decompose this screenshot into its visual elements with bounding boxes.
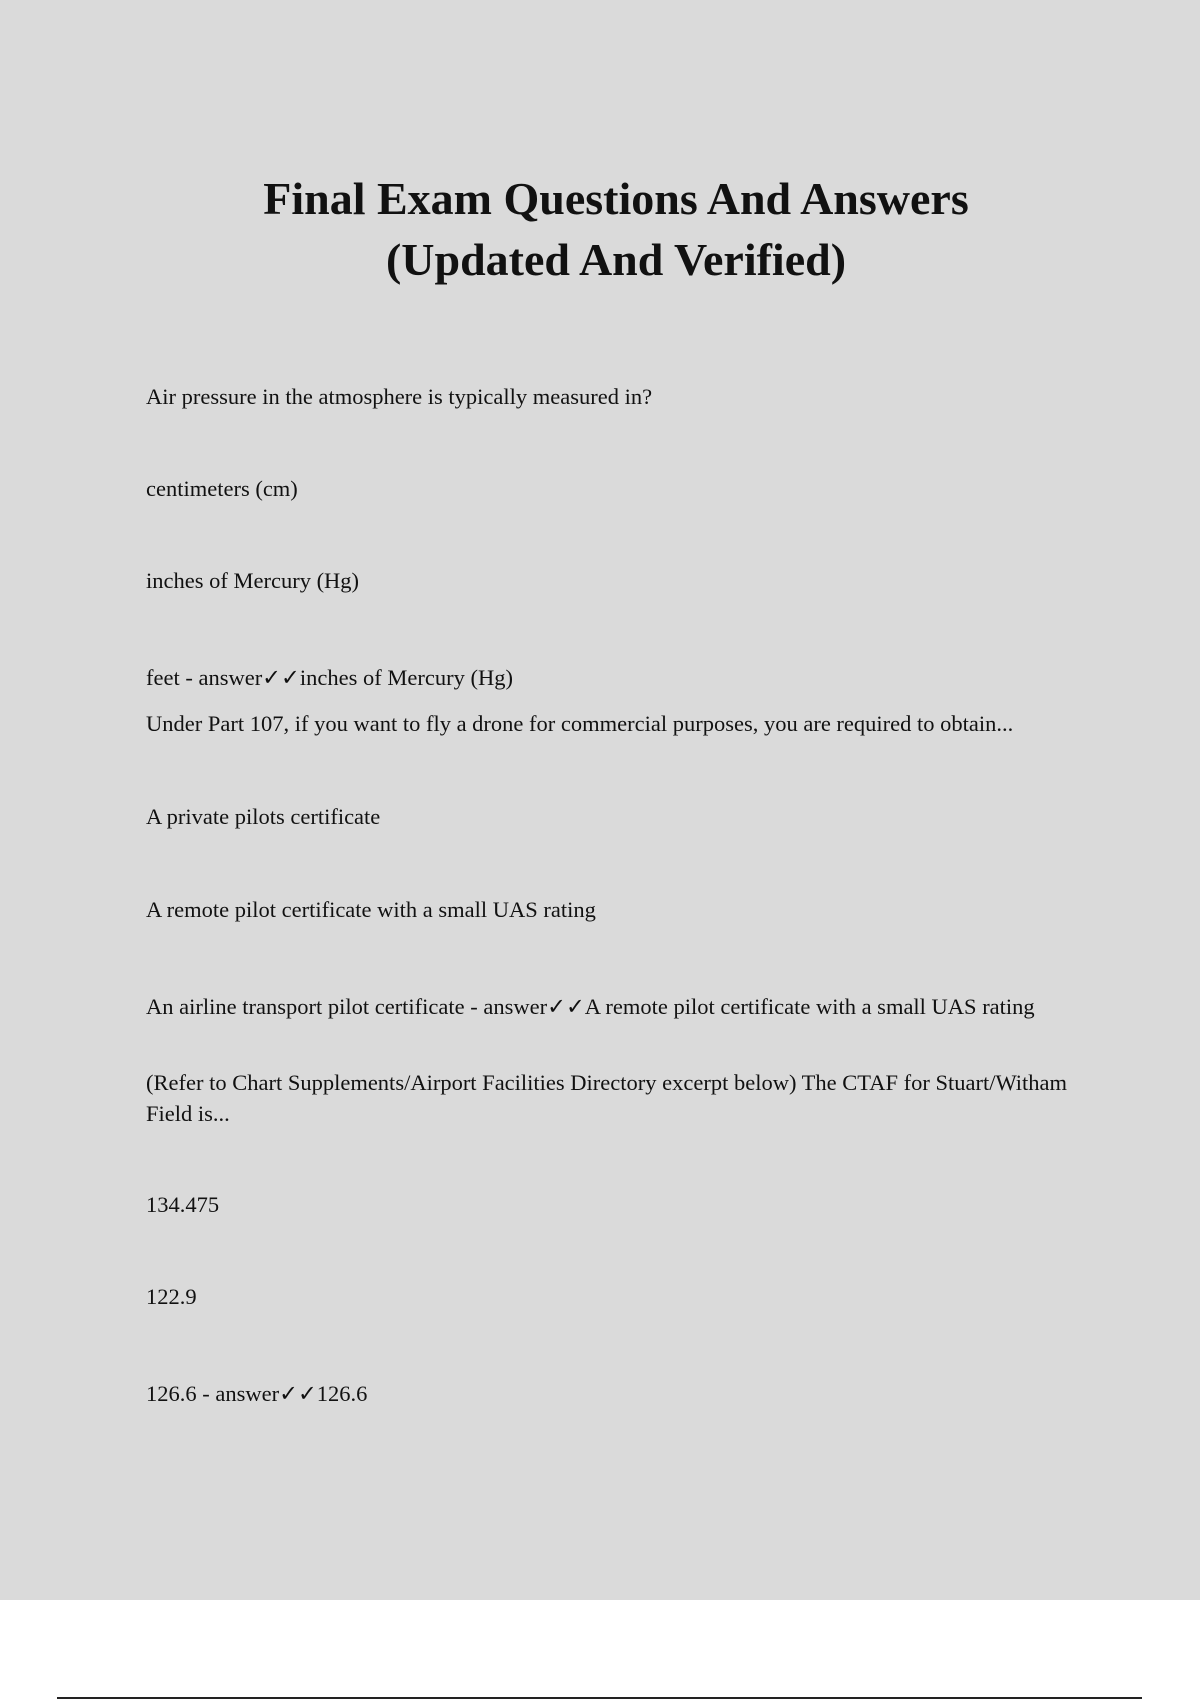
question-1-text: Air pressure in the atmosphere is typically measured in? (146, 384, 653, 409)
question-3-text: (Refer to Chart Supplements/Airport Facilities Directory excerpt below) The CTAF for Stuart/Witham Field is... (146, 1070, 1068, 1126)
question-1-option-3-answer: feet - answer✓✓inches of Mercury (Hg) (146, 665, 513, 690)
question-2-option-1: A private pilots certificate (146, 804, 381, 829)
question-1-option-2: inches of Mercury (Hg) (146, 568, 360, 593)
question-2-text: Under Part 107, if you want to fly a drone for commercial purposes, you are required to obtain... (146, 711, 1014, 736)
title-line-1: Final Exam Questions And Answers (263, 173, 969, 224)
question-3-option-2: 122.9 (146, 1284, 197, 1309)
question-2-option-2: A remote pilot certificate with a small UAS rating (146, 897, 596, 922)
footer-divider (57, 1697, 1142, 1699)
question-2-option-3-answer: An airline transport pilot certificate - answer✓✓A remote pilot certificate with a small UAS rating (146, 994, 1035, 1019)
question-3-option-3-answer: 126.6 - answer✓✓126.6 (146, 1381, 368, 1406)
question-3-option-1: 134.475 (146, 1192, 220, 1217)
title-line-2: (Updated And Verified) (385, 234, 847, 285)
page-title (0, 168, 1200, 290)
question-1-option-1: centimeters (cm) (146, 476, 298, 501)
